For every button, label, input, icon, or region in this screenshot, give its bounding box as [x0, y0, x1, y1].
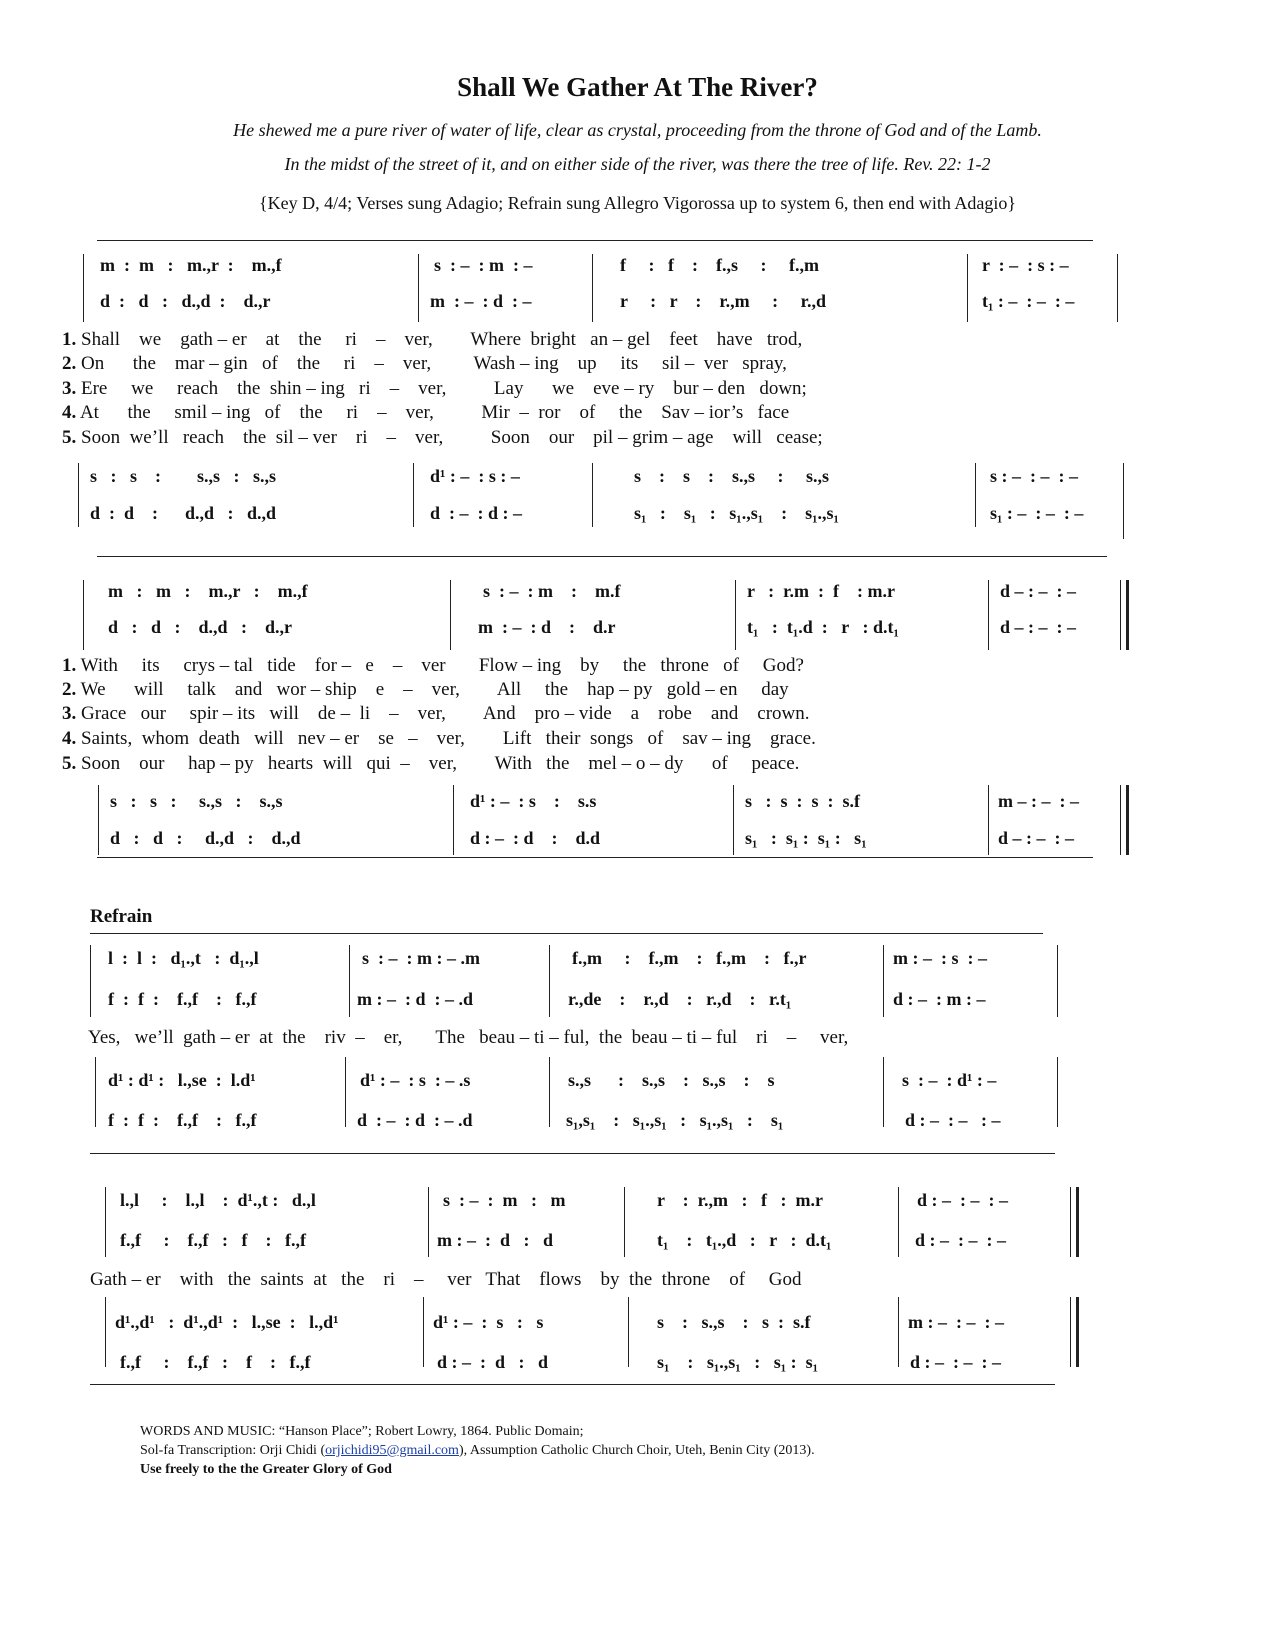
- bass-line: d : – : – : –: [910, 1352, 1001, 1372]
- alto-line: m : – : d : d.r: [478, 617, 616, 637]
- tenor-line: s : s : s.,s : s.,s: [90, 466, 277, 486]
- tenor-line: m : – : – : –: [908, 1312, 1004, 1332]
- soprano-line: s : – : m : –: [434, 255, 533, 275]
- epigraph-line-1: He shewed me a pure river of water of life, clear as crystal, proceeding from the throne of God and of the Lamb.: [233, 120, 1042, 140]
- bar-line: [988, 785, 989, 855]
- bar-line: [428, 1187, 429, 1257]
- system-3-start-bar: [90, 945, 91, 1017]
- tenor-line: s.,s : s.,s : s.,s : s: [568, 1070, 775, 1090]
- tenor-line: s : s.,s : s : s.f: [657, 1312, 811, 1332]
- bass-line: f.,f : f.,f : f : f.,f: [120, 1352, 311, 1372]
- system-2-start-bar: [83, 580, 84, 650]
- double-bar-line: [1120, 785, 1121, 855]
- double-bar-line: [1070, 1187, 1071, 1257]
- alto-line: d : – : – : –: [915, 1230, 1006, 1250]
- bass-line: s₁ : – : – : –: [990, 503, 1084, 523]
- bar-line: [345, 1057, 346, 1127]
- bar-line: [898, 1187, 899, 1257]
- soprano-line: r : r.,m : f : m.r: [657, 1190, 823, 1210]
- refrain-heading: Refrain: [90, 906, 153, 927]
- bar-line: [1117, 254, 1118, 322]
- bar-line: [549, 945, 550, 1017]
- bar-line: [418, 254, 419, 322]
- alto-line: f : f : f.,f : f.,f: [108, 989, 257, 1009]
- bar-line: [975, 463, 976, 527]
- verse-3-lyrics: 3. Ere we reach the shin – ing ri – ver, Lay we eve – ry bur – den down;: [62, 378, 807, 399]
- bass-line: d : d : d.,d : d.,d: [110, 828, 301, 848]
- alto-line: r.,de : r.,d : r.,d : r.t₁: [568, 989, 792, 1009]
- alto-line: d – : – : –: [1000, 617, 1076, 637]
- system-divider: [97, 556, 1107, 557]
- double-bar-line: [1120, 580, 1121, 650]
- alto-line: d : d : d.,d : d.,r: [100, 291, 271, 311]
- alto-line: m : – : d : – .d: [357, 989, 473, 1009]
- bar-line: [628, 1297, 629, 1367]
- tenor-line: s : s : s.,s : s.,s: [634, 466, 830, 486]
- refrain-lyrics: Yes, we’ll gath – er at the riv – er, The beau – ti – ful, the beau – ti – ful ri – ver,: [88, 1027, 849, 1048]
- bass-line: d : d : d.,d : d.,d: [90, 503, 277, 523]
- soprano-line: l : l : d₁.,t : d₁.,l: [108, 948, 259, 968]
- bass-line: s₁ : s₁ : s₁ : s₁: [745, 828, 867, 848]
- verse-2-lyrics: 2. We will talk and wor – ship e – ver, All the hap – py gold – en day: [62, 679, 789, 700]
- system-4-lower-start-bar: [105, 1297, 106, 1367]
- tenor-line: s : – : – : –: [990, 466, 1078, 486]
- alto-line: d : – : m : –: [893, 989, 986, 1009]
- system-1-start-bar: [83, 254, 84, 322]
- alto-line: d : d : d.,d : d.,r: [108, 617, 293, 637]
- bass-line: d : – : – : –: [905, 1110, 1001, 1130]
- verse-1-lyrics: 1. Shall we gath – er at the ri – ver, Where bright an – gel feet have trod,: [62, 329, 803, 350]
- bar-line: [624, 1187, 625, 1257]
- bar-line: [1057, 1057, 1058, 1127]
- bar-line: [1057, 945, 1058, 1017]
- bass-line: d : – : d : –: [430, 503, 523, 523]
- bar-line: [413, 463, 414, 527]
- page-title: Shall We Gather At The River?: [457, 72, 818, 102]
- tenor-line: s : s : s.,s : s.,s: [110, 791, 283, 811]
- tenor-line: d¹ : – : s : s.s: [470, 791, 597, 811]
- refrain-top-rule: [90, 933, 1043, 934]
- double-bar-line: [1126, 580, 1129, 650]
- soprano-line: r : r.m : f : m.r: [747, 581, 895, 601]
- soprano-line: m : – : s : –: [893, 948, 987, 968]
- bass-line: f : f : f.,f : f.,f: [108, 1110, 257, 1130]
- double-bar-line: [1070, 1297, 1071, 1367]
- bass-line: s₁ : s₁.,s₁ : s₁ : s₁: [657, 1352, 818, 1372]
- system-2-bottom-rule: [97, 857, 1093, 858]
- alto-line: m : – : d : –: [430, 291, 532, 311]
- soprano-line: r : – : s : –: [982, 255, 1069, 275]
- refrain-bottom-rule: [90, 1384, 1055, 1385]
- double-bar-line: [1076, 1297, 1079, 1367]
- bar-line: [592, 463, 593, 527]
- bass-line: d – : – : –: [998, 828, 1074, 848]
- bass-line: s₁,s₁ : s₁.,s₁ : s₁.,s₁ : s₁: [566, 1110, 784, 1130]
- alto-line: t₁ : t₁.d : r : d.t₁: [747, 617, 899, 637]
- system-1-lower-start-bar: [78, 463, 79, 527]
- epigraph-line-2: In the midst of the street of it, and on either side of the river, was there the tree of life. Rev. 22: 1-2: [284, 154, 991, 174]
- bar-line: [1123, 463, 1124, 539]
- bar-line: [898, 1297, 899, 1367]
- bass-line: d : – : d : d.d: [470, 828, 601, 848]
- bar-line: [450, 580, 451, 650]
- alto-line: m : – : d : d: [437, 1230, 553, 1250]
- alto-line: t₁ : – : – : –: [982, 291, 1075, 311]
- email-link[interactable]: orjichidi95@gmail.com: [325, 1443, 459, 1458]
- bar-line: [883, 1057, 884, 1127]
- double-bar-line: [1126, 785, 1129, 855]
- soprano-line: m : m : m.,r : m.,f: [108, 581, 308, 601]
- transcription-credit: Sol-fa Transcription: Orji Chidi (orjichidi95@gmail.com), Assumption Catholic Church Choir, Uteh, Benin City (2013).: [140, 1443, 815, 1458]
- bar-line: [592, 254, 593, 322]
- bar-line: [883, 945, 884, 1017]
- tenor-line: s : s : s : s.f: [745, 791, 860, 811]
- bass-line: d : – : d : d: [437, 1352, 549, 1372]
- tenor-line: d¹ : – : s : s: [433, 1312, 544, 1332]
- system-divider: [90, 1153, 1055, 1154]
- alto-line: t₁ : t₁.,d : r : d.t₁: [657, 1230, 832, 1250]
- tenor-line: s : – : d¹ : –: [902, 1070, 997, 1090]
- bar-line: [967, 254, 968, 322]
- soprano-line: m : m : m.,r : m.,f: [100, 255, 282, 275]
- system-1-top-rule: [97, 240, 1093, 241]
- refrain-lyrics: Gath – er with the saints at the ri – ver That flows by the throne of God: [90, 1269, 802, 1290]
- soprano-line: l.,l : l.,l : d¹.,t : d.,l: [120, 1190, 316, 1210]
- system-3-lower-start-bar: [95, 1057, 96, 1127]
- tenor-line: m – : – : –: [998, 791, 1079, 811]
- bar-line: [549, 1057, 550, 1127]
- verse-5-lyrics: 5. Soon our hap – py hearts will qui – ver, With the mel – o – dy of peace.: [62, 753, 800, 774]
- tenor-line: d¹ : – : s : –: [430, 466, 520, 486]
- alto-line: r : r : r.,m : r.,d: [620, 291, 826, 311]
- bar-line: [349, 945, 350, 1017]
- soprano-line: s : – : m : m.f: [483, 581, 621, 601]
- credits-line: WORDS AND MUSIC: “Hanson Place”; Robert Lowry, 1864. Public Domain;: [140, 1424, 584, 1439]
- system-4-start-bar: [105, 1187, 106, 1257]
- verse-2-lyrics: 2. On the mar – gin of the ri – ver, Wash – ing up its sil – ver spray,: [62, 353, 787, 374]
- bar-line: [735, 580, 736, 650]
- bar-line: [423, 1297, 424, 1367]
- bass-line: d : – : d : – .d: [357, 1110, 473, 1130]
- alto-line: f.,f : f.,f : f : f.,f: [120, 1230, 306, 1250]
- verse-4-lyrics: 4. Saints, whom death will nev – er se – ver, Lift their songs of sav – ing grace.: [62, 728, 816, 749]
- verse-4-lyrics: 4. At the smil – ing of the ri – ver, Mir – ror of the Sav – ior’s face: [62, 402, 790, 423]
- soprano-line: d : – : – : –: [917, 1190, 1008, 1210]
- soprano-line: f : f : f.,s : f.,m: [620, 255, 819, 275]
- tenor-line: d¹ : – : s : – .s: [360, 1070, 471, 1090]
- soprano-line: f.,m : f.,m : f.,m : f.,r: [572, 948, 807, 968]
- soprano-line: s : – : m : m: [443, 1190, 566, 1210]
- soprano-line: d – : – : –: [1000, 581, 1076, 601]
- soprano-line: s : – : m : – .m: [362, 948, 480, 968]
- tenor-line: d¹ : d¹ : l.,se : l.d¹: [108, 1070, 256, 1090]
- system-2-lower-start-bar: [98, 785, 99, 855]
- verse-3-lyrics: 3. Grace our spir – its will de – li – ver, And pro – vide a robe and crown.: [62, 703, 810, 724]
- tenor-line: d¹.,d¹ : d¹.,d¹ : l.,se : l.,d¹: [115, 1312, 339, 1332]
- key-tempo-line: {Key D, 4/4; Verses sung Adagio; Refrain sung Allegro Vigorossa up to system 6, then end with Adagio}: [259, 193, 1016, 213]
- bar-line: [733, 785, 734, 855]
- bar-line: [988, 580, 989, 650]
- bass-line: s₁ : s₁ : s₁.,s₁ : s₁.,s₁: [634, 503, 839, 523]
- usage-note: Use freely to the the Greater Glory of God: [140, 1462, 392, 1477]
- bar-line: [453, 785, 454, 855]
- verse-5-lyrics: 5. Soon we’ll reach the sil – ver ri – ver, Soon our pil – grim – age will cease;: [62, 427, 823, 448]
- double-bar-line: [1076, 1187, 1079, 1257]
- verse-1-lyrics: 1. With its crys – tal tide for – e – ver Flow – ing by the throne of God?: [62, 655, 804, 676]
